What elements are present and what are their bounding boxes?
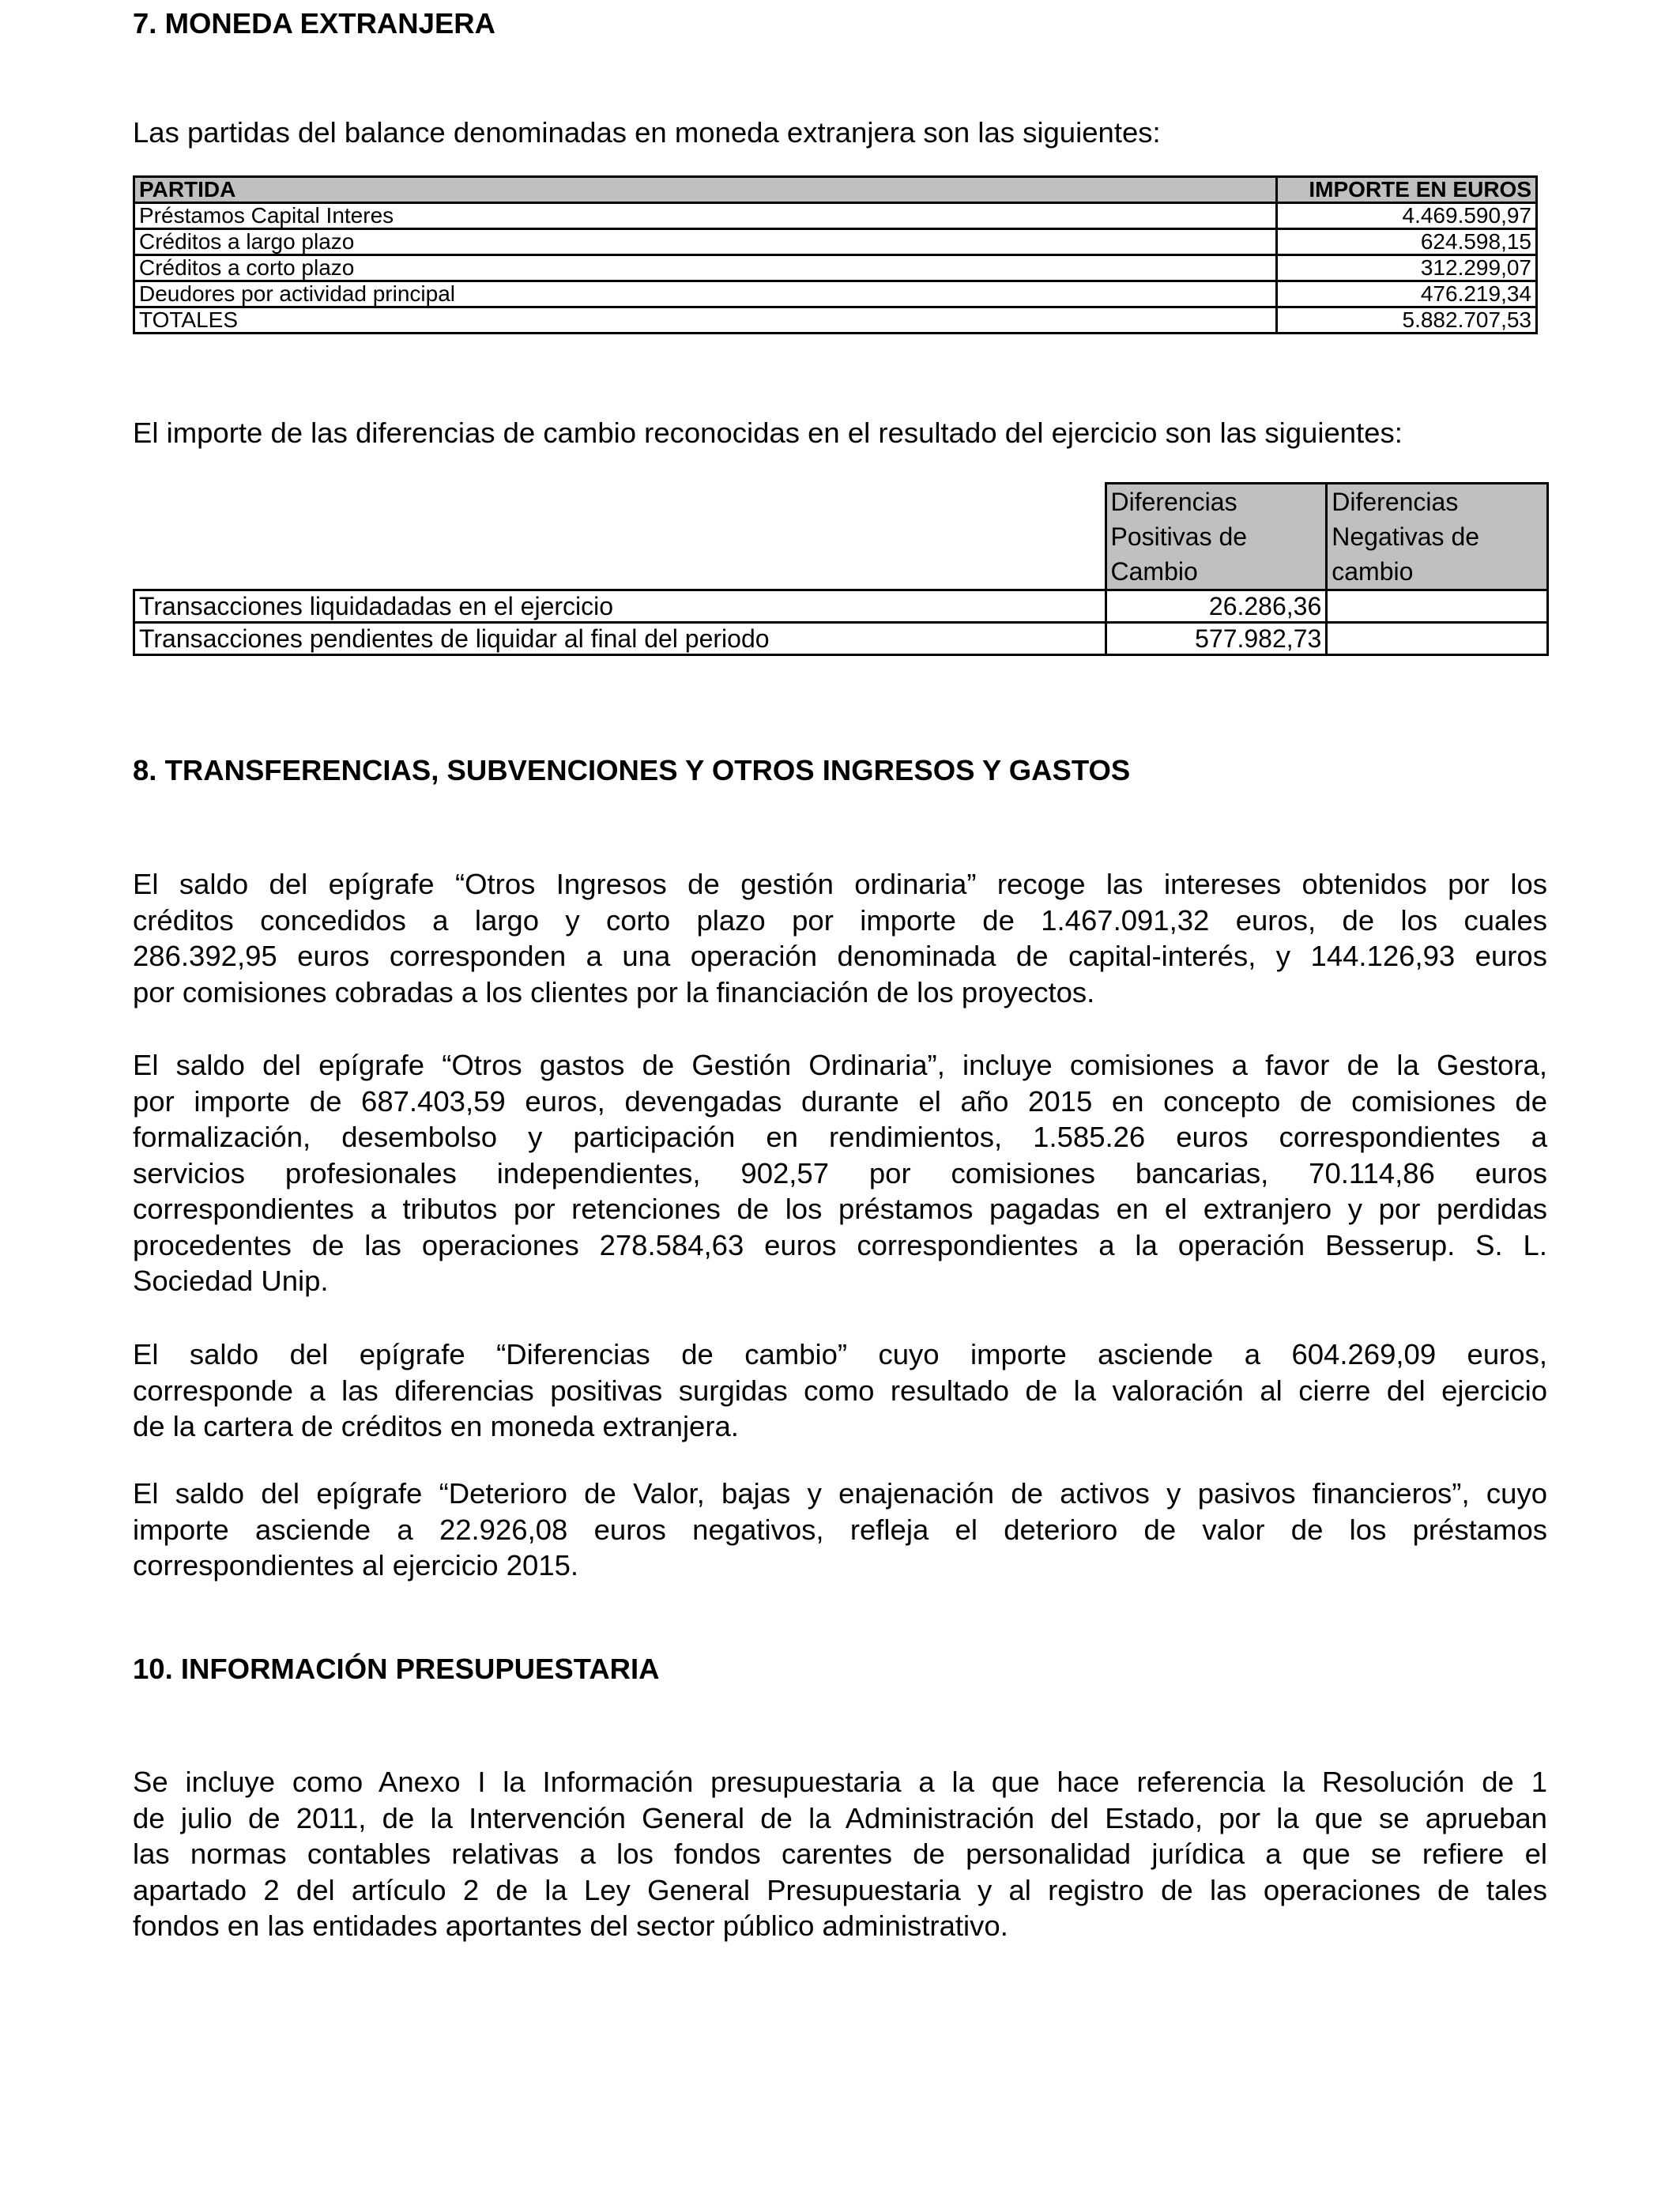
row-negative: [1327, 623, 1548, 655]
row-label: Créditos a corto plazo: [134, 255, 1277, 281]
table-header-row: [134, 177, 1537, 203]
row-label: Préstamos Capital Interes: [134, 203, 1277, 229]
table-row: [134, 229, 1537, 255]
row-label: Transacciones liquidadadas en el ejercicio: [134, 590, 1106, 623]
column-header-positive: Diferencias Positivas de Cambio: [1106, 484, 1327, 590]
row-negative: [1327, 590, 1548, 623]
section-8-paragraph-1: El saldo del epígrafe “Otros Ingresos de gestión ordinaria” recoge las intereses obtenidos por los créditos concedidos a largo y corto plazo por importe de 1.467.091,32 euros, de los cuales 286.392,95 euros corresponden a una operación denominada de capital-interés, y 144.126,93 euros por comisiones cobradas a los clientes por la financiación de los proyectos.: [133, 868, 1547, 1008]
row-label: Transacciones pendientes de liquidar al final del periodo: [134, 623, 1106, 655]
section-7-intro: Las partidas del balance denominadas en moneda extranjera son las siguientes:: [133, 116, 1161, 149]
exchange-differences-table: [133, 482, 1549, 656]
column-header-importe: IMPORTE EN EUROS: [1277, 177, 1537, 203]
row-amount: 476.219,34: [1277, 281, 1537, 307]
foreign-currency-table: [133, 175, 1538, 334]
section-10-paragraph: Se incluye como Anexo I la Información presupuestaria a la que hace referencia la Resolución de 1 de julio de 2011, de la Intervención General de la Administración del Estado, por la que se aprueban las normas contables relativas a los fondos carentes de personalidad jurídica a que se refiere el apartado 2 del artículo 2 de la Ley General Presupuestaria y al registro de las operaciones de tales fondos en las entidades aportantes del sector público administrativo.: [133, 1766, 1547, 1942]
table-row: [134, 623, 1548, 655]
column-header-negative: Diferencias Negativas de cambio: [1327, 484, 1548, 590]
table-header-row: [134, 484, 1548, 590]
totals-amount: 5.882.707,53: [1277, 307, 1537, 334]
column-header-partida: PARTIDA: [134, 177, 1277, 203]
row-amount: 312.299,07: [1277, 255, 1537, 281]
totals-row: [134, 307, 1537, 334]
table-row: [134, 203, 1537, 229]
section-7-intro-2: El importe de las diferencias de cambio reconocidas en el resultado del ejercicio son las siguientes:: [133, 417, 1403, 449]
row-amount: 624.598,15: [1277, 229, 1537, 255]
section-8-paragraph-3: El saldo del epígrafe “Diferencias de cambio” cuyo importe asciende a 604.269,09 euros, corresponde a las diferencias positivas surgidas como resultado de la valoración al cierre del ejercicio de la cartera de créditos en moneda extranjera.: [133, 1338, 1547, 1442]
table-row: [134, 255, 1537, 281]
section-10-title: 10. INFORMACIÓN PRESUPUESTARIA: [133, 1653, 660, 1685]
section-8-title: 8. TRANSFERENCIAS, SUBVENCIONES Y OTROS INGRESOS Y GASTOS: [133, 754, 1131, 786]
row-amount: 4.469.590,97: [1277, 203, 1537, 229]
row-positive: 26.286,36: [1106, 590, 1327, 623]
section-8-paragraph-4: El saldo del epígrafe “Deterioro de Valor, bajas y enajenación de activos y pasivos financieros”, cuyo importe asciende a 22.926,08 euros negativos, refleja el deterioro de valor de los préstamos correspondientes al ejercicio 2015.: [133, 1477, 1547, 1581]
section-7-title: 7. MONEDA EXTRANJERA: [133, 7, 496, 40]
totals-label: TOTALES: [134, 307, 1277, 334]
section-8-paragraph-2: El saldo del epígrafe “Otros gastos de Gestión Ordinaria”, incluye comisiones a favor de la Gestora, por importe de 687.403,59 euros, devengadas durante el año 2015 en concepto de comisiones de formalización, desembolso y participación en rendimientos, 1.585.26 euros correspondientes a servicios profesionales independientes, 902,57 por comisiones bancarias, 70.114,86 euros correspondientes a tributos por retenciones de los préstamos pagadas en el extranjero y por perdidas procedentes de las operaciones 278.584,63 euros correspondientes a la operación Besserup. S. L. Sociedad Unip.: [133, 1049, 1547, 1297]
row-label: Créditos a largo plazo: [134, 229, 1277, 255]
row-label: Deudores por actividad principal: [134, 281, 1277, 307]
table-row: [134, 590, 1548, 623]
row-positive: 577.982,73: [1106, 623, 1327, 655]
table-row: [134, 281, 1537, 307]
